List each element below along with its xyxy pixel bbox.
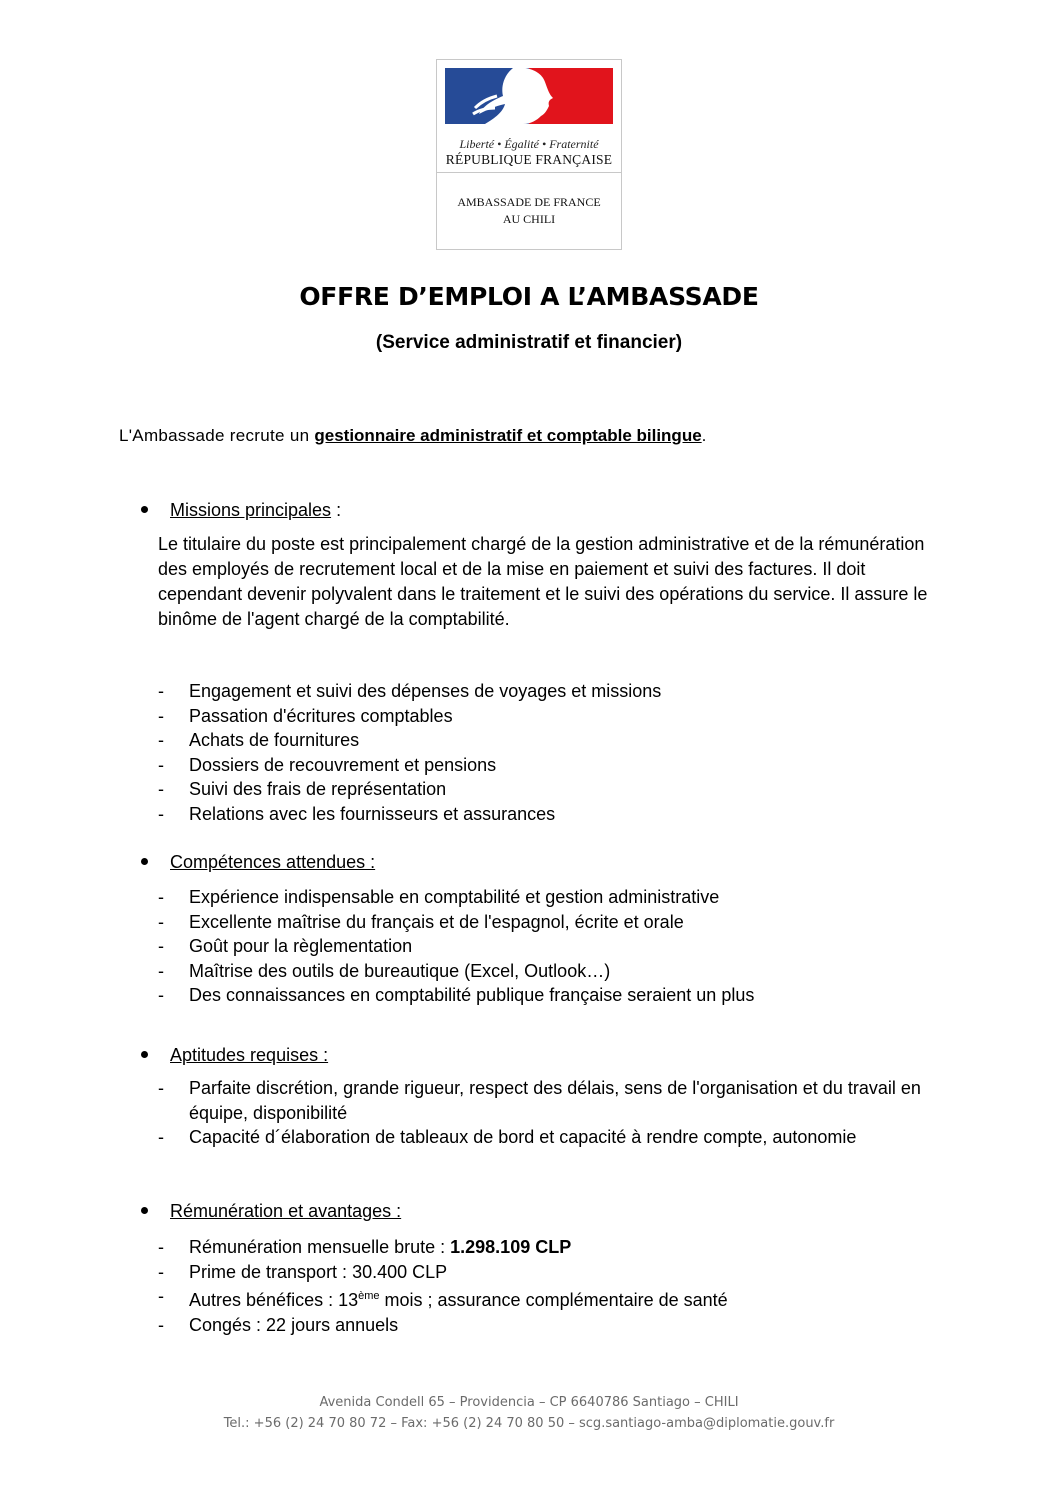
list-item: - Des connaissances en comptabilité publique française seraient un plus [158, 983, 754, 1008]
intro-prefix: L'Ambassade recrute un [119, 426, 315, 445]
dash-icon: - [158, 1286, 164, 1306]
list-item: - Parfaite discrétion, grande rigueur, respect des délais, sens de l'organisation et du travail en équipe, disponibilité [158, 1078, 921, 1123]
intro-line [119, 426, 707, 446]
dash-icon: - [158, 1078, 164, 1098]
dash-icon: - [158, 1261, 164, 1282]
section-label: Aptitudes requises : [170, 1045, 329, 1065]
list-item: - Relations avec les fournisseurs et assurances [158, 802, 661, 827]
salary-value: 1.298.109 CLP [450, 1237, 572, 1257]
dash-icon: - [158, 960, 164, 981]
bullet-icon [141, 506, 148, 513]
marianne-flag-icon [445, 68, 613, 124]
dash-icon: - [158, 779, 164, 799]
dash-icon: - [158, 985, 164, 1005]
dash-icon: - [158, 936, 164, 956]
position-title: gestionnaire administratif et comptable bilingue [314, 426, 702, 445]
dash-icon: - [158, 705, 164, 726]
embassy-line-2: AU CHILI [502, 212, 556, 226]
dash-icon: - [158, 1127, 164, 1147]
list-item: - Capacité d´élaboration de tableaux de bord et capacité à rendre compte, autonomie [158, 1125, 938, 1150]
logo-divider [437, 172, 621, 173]
list-item-salary: - Rémunération mensuelle brute : 1.298.109 CLP [158, 1235, 728, 1260]
aptitudes-list [158, 1076, 938, 1150]
footer-address: Avenida Condell 65 – Providencia – CP 6640786 Santiago – CHILI [319, 1395, 739, 1410]
list-item: - Expérience indispensable en comptabilité et gestion administrative [158, 885, 754, 910]
list-item: - Engagement et suivi des dépenses de voyages et missions [158, 679, 661, 704]
remuneration-list [158, 1235, 728, 1337]
list-item-transport: - Prime de transport : 30.400 CLP [158, 1260, 728, 1285]
footer-contact: Tel.: +56 (2) 24 70 80 72 – Fax: +56 (2) 24 70 80 50 – scg.santiago-amba@diplomatie.gouv.fr [223, 1416, 835, 1431]
dash-icon: - [158, 803, 164, 824]
list-item: - Goût pour la règlementation [158, 934, 754, 959]
missions-list [158, 679, 661, 826]
list-item-benefits: - Autres bénéfices : 13ème mois ; assurance complémentaire de santé [158, 1286, 728, 1310]
intro-suffix: . [701, 426, 707, 445]
list-item: - Achats de fournitures [158, 728, 661, 753]
motto: Liberté • Égalité • Fraternité [459, 137, 599, 151]
list-item: - Passation d'écritures comptables [158, 704, 661, 729]
section-label: Rémunération et avantages : [170, 1201, 402, 1221]
dash-icon: - [158, 1314, 164, 1335]
dash-icon: - [158, 730, 164, 750]
republique-francaise-logo [436, 59, 622, 250]
dash-icon: - [158, 681, 164, 701]
section-missions-heading [141, 500, 341, 521]
republic-name: RÉPUBLIQUE FRANÇAISE [445, 152, 613, 167]
page-title: OFFRE D’EMPLOI A L’AMBASSADE [299, 282, 759, 311]
page-subtitle: (Service administratif et financier) [375, 332, 683, 353]
bullet-icon [141, 1051, 148, 1058]
section-label: Missions principales [170, 500, 332, 520]
section-competences-heading [141, 852, 375, 873]
embassy-line-1: AMBASSADE DE FRANCE [457, 195, 601, 209]
section-aptitudes-heading [141, 1045, 328, 1066]
dash-icon: - [158, 911, 164, 932]
competences-list [158, 885, 754, 1008]
list-item: - Excellente maîtrise du français et de l'espagnol, écrite et orale [158, 910, 754, 935]
list-item-leave: - Congés : 22 jours annuels [158, 1313, 728, 1338]
list-item: - Maîtrise des outils de bureautique (Excel, Outlook…) [158, 959, 754, 984]
dash-icon: - [158, 887, 164, 907]
bullet-icon [141, 1207, 148, 1214]
list-item: - Dossiers de recouvrement et pensions [158, 753, 661, 778]
list-item: - Suivi des frais de représentation [158, 777, 661, 802]
dash-icon: - [158, 1237, 164, 1257]
section-colon: : [331, 500, 342, 520]
section-remuneration-heading [141, 1201, 401, 1222]
bullet-icon [141, 858, 148, 865]
section-label: Compétences attendues : [170, 852, 376, 872]
missions-paragraph: Le titulaire du poste est principalement chargé de la gestion administrative et de la rémunération des employés de recrutement local et de la mise en paiement et suivi des factures. Il doit cependant devenir polyvalent dans le traitement et le suivi des opérations du service. Il assure le binôme de l'agent chargé de la comptabilité. [158, 534, 928, 629]
embassy-name [437, 194, 621, 228]
dash-icon: - [158, 754, 164, 775]
